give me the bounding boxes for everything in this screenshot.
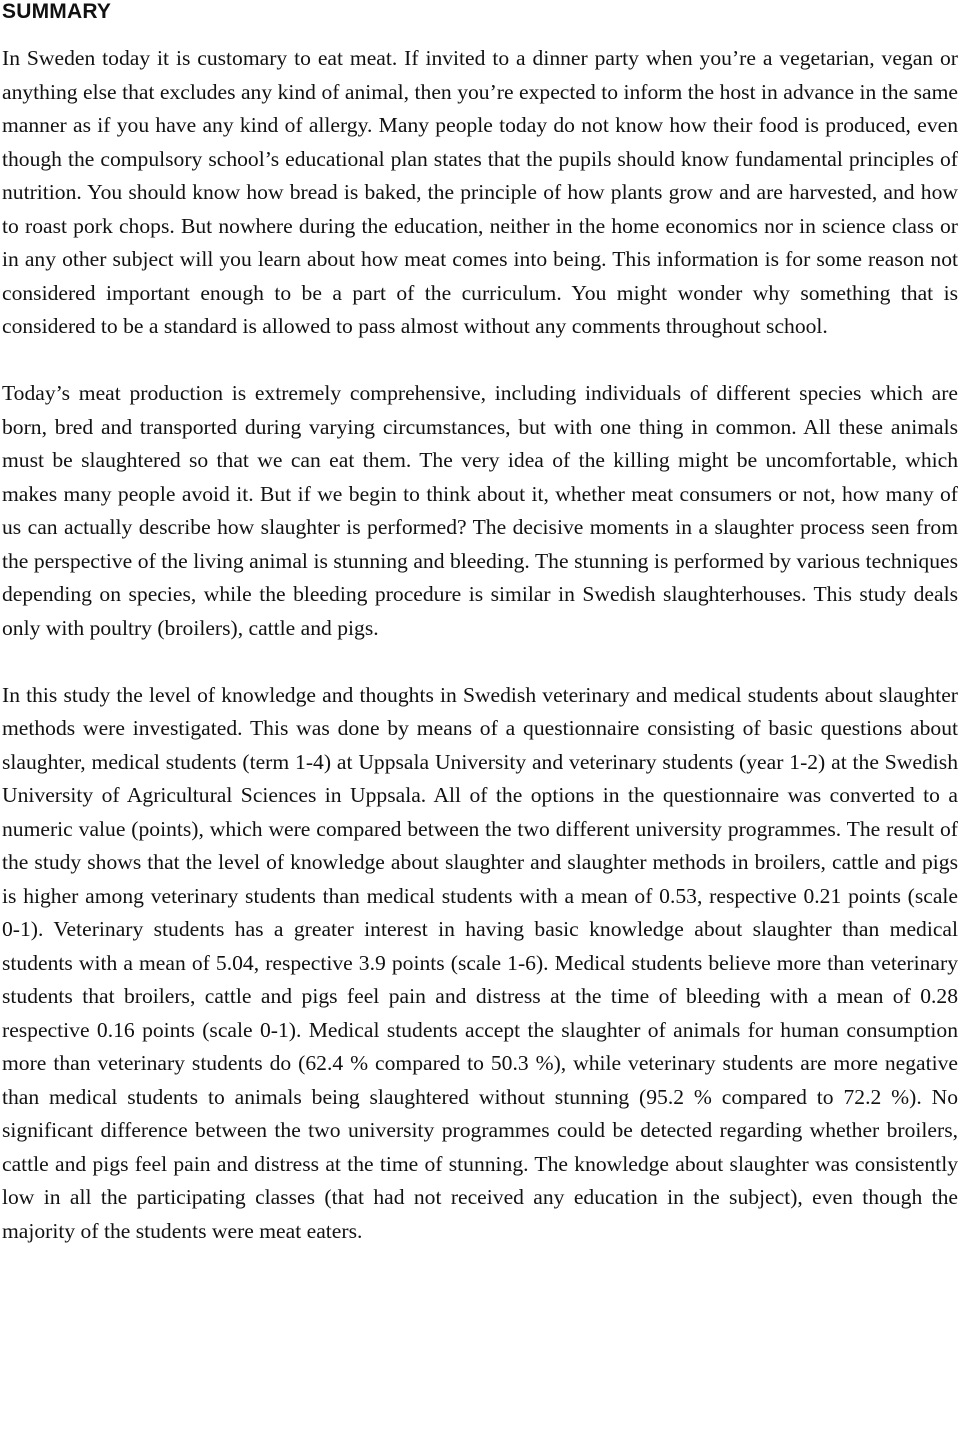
section-heading: SUMMARY — [2, 0, 112, 23]
paragraph-study-results: In this study the level of knowledge and thoughts in Swedish veterinary and medical students about slaughter methods were investigated. This was done by means of a questionnaire consisting of basic questions about slaughter, medical students (term 1-4) at Uppsala University and veterinary students (year 1-2) at the Swedish University of Agricultural Sciences in Uppsala. All of the options in the questionnaire was converted to a numeric value (points), which were compared between the two different university programmes. The result of the study shows that the level of knowledge about slaughter and slaughter methods in broilers, cattle and pigs is higher among veterinary students than medical students with a mean of 0.53, respective 0.21 points (scale 0-1). Veterinary students has a greater interest in having basic knowledge about slaughter than medical students with a mean of 5.04, respective 3.9 points (scale 1-6). Medical students believe more than veterinary students that broilers, cattle and pigs feel pain and distress at the time of bleeding with a mean of 0.28 respective 0.16 points (scale 0-1). Medical students accept the slaughter of animals for human consumption more than veterinary students do (62.4 % compared to 50.3 %), while veterinary students are more negative than medical students to animals being slaughtered without stunning (95.2 % compared to 72.2 %). No significant difference between the two university programmes could be detected regarding whether broilers, cattle and pigs feel pain and distress at the time of stunning. The knowledge about slaughter was consistently low in all the participating classes (that had not received any education in the subject), even though the majority of the students were meat eaters. — [2, 682, 958, 1243]
paragraph-intro: In Sweden today it is customary to eat meat. If invited to a dinner party when you’re a vegetarian, vegan or anything else that excludes any kind of animal, then you’re expected to inform the host in advance in the same manner as if you have any kind of allergy. Many people today do not know how their food is produced, even though the compulsory school’s educational plan states that the pupils should know fundamental principles of nutrition. You should know how bread is baked, the principle of how plants grow and are harvested, and how to roast pork chops. But nowhere during the education, neither in the home economics nor in science class or in any other subject will you learn about how meat comes into being. This information is for some reason not considered important enough to be a part of the curriculum. You might wonder why something that is considered to be a standard is allowed to pass almost without any comments throughout school. — [2, 46, 958, 338]
paragraph-meat-production: Today’s meat production is extremely comprehensive, including individuals of different species which are born, bred and transported during varying circumstances, but with one thing in common. All these animals must be slaughtered so that we can eat them. The very idea of the killing might be uncomfortable, which makes many people avoid it. But if we begin to think about it, whether meat consumers or not, how many of us can actually describe how slaughter is performed? The decisive moments in a slaughter process seen from the perspective of the living animal is stunning and bleeding. The stunning is performed by various techniques depending on species, while the bleeding procedure is similar in Swedish slaughterhouses. This study deals only with poultry (broilers), cattle and pigs. — [2, 381, 958, 640]
